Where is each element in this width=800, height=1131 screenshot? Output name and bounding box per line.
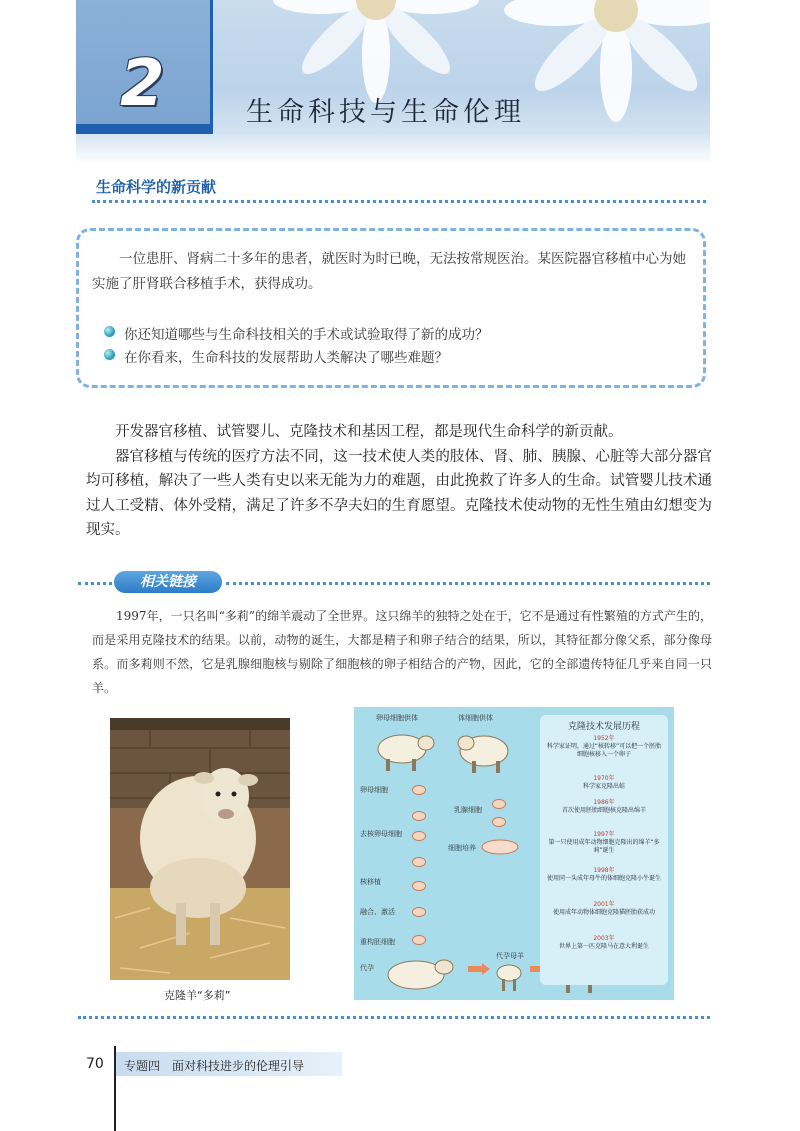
banner-fade	[76, 134, 710, 164]
chapter-title: 生命科技与生命伦理	[246, 97, 525, 128]
cell-icon	[412, 881, 426, 891]
timeline-year: 1998年	[593, 867, 615, 874]
timeline-entry	[546, 831, 662, 855]
banner-underline	[76, 124, 212, 134]
question-item	[124, 323, 489, 343]
timeline-text: 科学家克隆出蛙	[582, 783, 625, 790]
step-label: 融合、激活	[360, 908, 395, 916]
timeline-year: 1970年	[593, 775, 615, 782]
bullet-icon	[104, 326, 115, 337]
timeline-text: 科学家证明，通过“核转移”可以把一个胚胎细胞核移入一个卵子	[546, 743, 662, 758]
timeline-entry	[546, 735, 662, 759]
chapter-number: 2	[120, 47, 165, 121]
timeline-entry	[546, 799, 662, 815]
cell-icon	[412, 811, 426, 821]
case-study-text: 一位患肝、肾病二十多年的患者，就医时为时已晚，无法按常规医治。某医院器官移植中心为她实施了肝肾联合移植手术，获得成功。	[92, 251, 686, 292]
question-text: 你还知道哪些与生命科技相关的手术或试验取得了新的成功？	[124, 327, 489, 343]
step-label: 代孕	[360, 964, 374, 972]
body-paragraph: 器官移植与传统的医疗方法不同，这一技术使人类的肢体、肾、肺、胰腺、心脏等大部分器官均可移植，解决了一些人类有史以来无能为力的难题，由此挽救了许多人的生命。试管婴儿技术通过人工受精、体外受精，满足了许多不孕夫妇的生育愿望。克隆技术使动物的无性生殖由幻想变为现实。	[86, 448, 712, 538]
cells-label: 乳腺细胞	[454, 806, 482, 814]
body-text	[86, 420, 712, 543]
cell-icon	[412, 907, 426, 917]
timeline-text: 使用成年动物体细胞克隆猫胚胎获成功	[552, 909, 655, 916]
page-number: 70	[86, 1056, 104, 1072]
dolly-sheep-photo	[110, 718, 290, 980]
section-divider	[92, 200, 706, 203]
bullet-icon	[104, 349, 115, 360]
arrow-icon	[468, 963, 490, 975]
cell-icon	[492, 799, 506, 809]
timeline-year: 1986年	[593, 799, 615, 806]
step-label: 卵母细胞	[360, 786, 388, 794]
photo-caption: 克隆羊“多莉”	[164, 989, 231, 1002]
cell-icon	[492, 817, 506, 827]
related-text	[92, 604, 712, 700]
cell-icon	[412, 857, 426, 867]
culture-label: 细胞培养	[448, 844, 476, 852]
cloned-lamb-icon	[494, 959, 524, 995]
step-label: 核移植	[360, 878, 381, 886]
banner-divider	[210, 0, 213, 134]
related-paragraph: 1997年，一只名叫“多莉”的绵羊震动了全世界。这只绵羊的独特之处在于，它不是通过有性繁殖的方式产生的，而是采用克隆技术的结果。以前，动物的诞生，大都是精子和卵子结合的结果，所以，其特征都分像父系，部分像母系。而多莉则不然，它是乳腺细胞核与剔除了细胞核的卵子相结合的产物，因此，它的全部遗传特征几乎来自同一只羊。	[92, 609, 712, 695]
timeline-entry	[546, 775, 662, 791]
bottom-divider	[78, 1016, 710, 1019]
cloning-timeline	[540, 715, 668, 985]
donor-label: 卵母细胞供体	[376, 714, 418, 722]
body-cell-sheep-icon	[454, 725, 518, 777]
step-label: 去核卵母细胞	[360, 830, 402, 838]
timeline-year: 2003年	[593, 935, 615, 942]
related-divider-left	[78, 582, 112, 585]
timeline-entry	[546, 867, 662, 883]
timeline-entry	[546, 935, 662, 951]
timeline-text: 首次使用胚胎细胞核克隆出绵羊	[561, 807, 646, 814]
cell-icon	[412, 785, 426, 795]
timeline-text: 第一只使用成年动物细胞克隆出的绵羊“多莉”诞生	[548, 839, 660, 854]
question-item	[124, 346, 448, 366]
surrogate-label: 代孕母羊	[496, 952, 524, 960]
timeline-year: 1997年	[593, 831, 615, 838]
question-text: 在你看来，生命科技的发展帮助人类解决了哪些难题？	[124, 350, 448, 366]
timeline-title: 克隆技术发展历程	[567, 722, 640, 732]
step-label: 重构胚细胞	[360, 938, 395, 946]
footer-topic: 专题四 面对科技进步的伦理引导	[124, 1059, 305, 1073]
timeline-year: 2001年	[593, 901, 615, 908]
cell-icon	[412, 831, 426, 841]
petri-dish-icon	[480, 837, 520, 857]
donor-sheep-icon	[372, 725, 436, 773]
body-cell-donor-label: 体细胞供体	[458, 714, 493, 722]
cell-icon	[412, 935, 426, 945]
timeline-text: 世界上第一匹克隆马在意大利诞生	[558, 943, 649, 950]
body-paragraph: 开发器官移植、试管婴儿、克隆技术和基因工程，都是现代生命科学的新贡献。	[115, 424, 623, 440]
related-divider-right	[226, 582, 710, 585]
section-heading: 生命科学的新贡献	[96, 178, 217, 196]
lamb-icon	[378, 951, 458, 995]
timeline-text: 使用同一头成年母牛的体细胞克隆小牛诞生	[546, 875, 661, 882]
cloning-process-diagram	[354, 707, 674, 1000]
timeline-entry	[546, 901, 662, 917]
timeline-year: 1952年	[593, 735, 615, 742]
chapter-banner	[76, 0, 710, 164]
related-link-label: 相关链接	[114, 571, 222, 593]
